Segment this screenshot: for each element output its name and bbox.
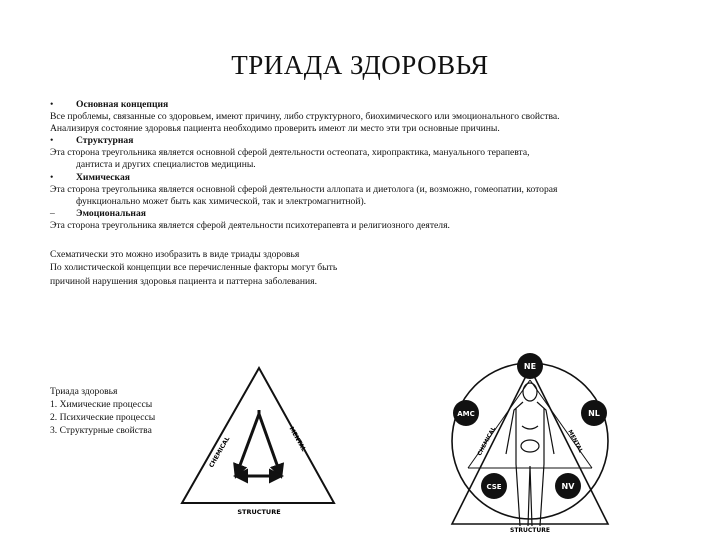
section-heading-structural [50, 135, 133, 147]
bullet-marker: – [50, 208, 55, 219]
triad-list-item: 3. Структурные свойства [50, 425, 152, 436]
section-line: Эта сторона треугольника является основной сферой деятельности остеопата, хиропрактика, мануального терапевта, [50, 147, 530, 158]
section-heading-text: Основная концепция [76, 99, 169, 110]
side-label-structure: STRUCTURE [510, 527, 550, 534]
bullet-marker: • [50, 172, 54, 183]
node-amc [453, 400, 479, 426]
section-line: функционально может быть как химической, так и электромагнитной). [76, 196, 367, 207]
node-label-cse: CSE [486, 483, 502, 491]
triangle-outline [452, 368, 608, 524]
node-nl [581, 400, 607, 426]
node-nv [555, 473, 581, 499]
section-line: Эта сторона треугольника является основной сферой деятельности аллопата и диетолога (и, возможно, гомеопатии, которая [50, 184, 558, 195]
section-heading-emotional [50, 208, 146, 220]
inner-arrow-right [259, 414, 281, 476]
section-line: дантиста и других специалистов медицины. [76, 159, 256, 170]
page-title: ТРИАДА ЗДОРОВЬЯ [231, 50, 489, 80]
schema-line: По холистической концепции все перечисленные факторы могут быть [50, 262, 338, 273]
section-heading-chemical [50, 172, 130, 184]
section-heading-text: Эмоциональная [76, 208, 146, 219]
section-heading-concept [50, 99, 168, 111]
triad-list-item: 1. Химические процессы [50, 399, 153, 410]
inner-arrow-left [236, 414, 259, 476]
section-line: Эта сторона треугольника является сферой деятельности психотерапевта и религиозного деятеля. [50, 220, 450, 231]
bullet-marker: • [50, 135, 54, 146]
side-label-mental: MENTAL [287, 425, 308, 453]
node-cse [481, 473, 507, 499]
section-heading-text: Химическая [76, 172, 130, 183]
triad-list-item: 2. Психические процессы [50, 412, 156, 423]
schema-line: Схематически это можно изобразить в виде триады здоровья [50, 249, 300, 260]
node-label-nv: NV [561, 482, 575, 491]
side-label-mental: MENTAL [566, 429, 584, 454]
side-label-structure: STRUCTURE [237, 508, 281, 516]
section-line: Все проблемы, связанные со здоровьем, имеют причину, либо структурного, биохимического или эмоционального свойства. [50, 111, 560, 122]
node-label-ne: NE [523, 362, 537, 371]
triad-list-heading: Триада здоровья [50, 386, 118, 397]
outer-triangle [182, 368, 334, 503]
triad-triangle-diagram [168, 360, 348, 525]
node-label-nl: NL [588, 409, 600, 418]
outer-circle [452, 363, 608, 519]
node-ne [517, 353, 543, 379]
node-label-amc: AMC [457, 410, 475, 418]
side-label-chemical: CHEMICAL [208, 435, 232, 469]
section-line: Анализируя состояние здоровья пациента необходимо проверить имеют ли место эти три основные причины. [50, 123, 500, 134]
bullet-marker: • [50, 99, 54, 110]
schema-line: причиной нарушения здоровья пациента и паттерна заболевания. [50, 276, 317, 287]
side-label-chemical: CHEMICAL [477, 426, 498, 457]
body-triad-diagram [432, 346, 624, 534]
section-heading-text: Структурная [76, 135, 134, 146]
